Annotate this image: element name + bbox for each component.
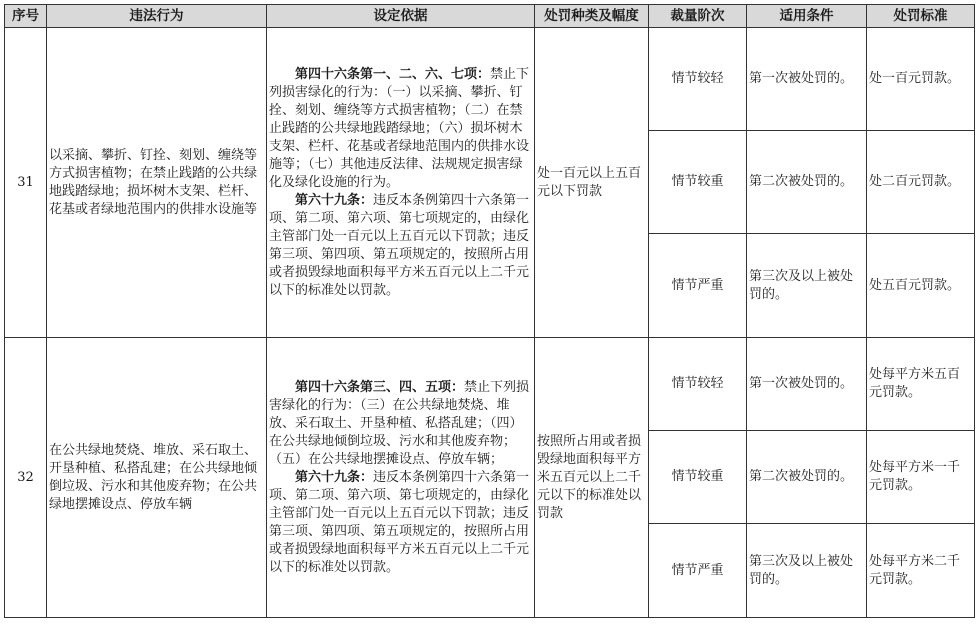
penalty-standard: 处二百元罚款。 xyxy=(867,131,975,234)
penalty-standard: 处每平方米五百元罚款。 xyxy=(867,338,975,431)
penalty-type-cell: 按照所占用或者损毁绿地面积每平方米五百元以上二千元以下的标准处以罚款 xyxy=(535,338,649,618)
applicable-condition: 第三次及以上被处罚的。 xyxy=(747,524,867,618)
header-level: 裁量阶次 xyxy=(649,5,747,28)
basis-article-title: 第四十六条第三、四、五项： xyxy=(295,379,465,395)
applicable-condition: 第二次被处罚的。 xyxy=(747,131,867,234)
row-number: 31 xyxy=(5,28,47,338)
basis-paragraph xyxy=(269,469,532,577)
basis-paragraph xyxy=(269,192,532,300)
penalty-standard: 处每平方米二千元罚款。 xyxy=(867,524,975,618)
discretion-level: 情节较轻 xyxy=(649,338,747,431)
basis-article-text: 禁止下列损害绿化的行为：（一）以采摘、攀折、钉拴、刻划、缠绕等方式损害植物；（二）在禁止践踏的公共绿地践踏绿地；（六）损坏树木支架、栏杆、花基或者绿地范围内的供排水设施等；（七）其他违反法律、法规规定损害绿化及绿化设施的行为。 xyxy=(269,66,530,190)
basis-article-title: 第四十六条第一、二、六、七项： xyxy=(295,66,491,82)
applicable-condition: 第一次被处罚的。 xyxy=(747,28,867,131)
penalty-type-cell: 处一百元以上五百元以下罚款 xyxy=(535,28,649,338)
discretion-level: 情节较重 xyxy=(649,431,747,524)
legal-basis-cell xyxy=(267,338,535,618)
legal-basis-cell xyxy=(267,28,535,338)
penalty-standard: 处每平方米一千元罚款。 xyxy=(867,431,975,524)
basis-article-title: 第六十九条： xyxy=(295,192,374,208)
header-act: 违法行为 xyxy=(47,5,267,28)
discretion-level: 情节较轻 xyxy=(649,28,747,131)
header-std: 处罚标准 xyxy=(867,5,975,28)
applicable-condition: 第三次及以上被处罚的。 xyxy=(747,234,867,338)
applicable-condition: 第一次被处罚的。 xyxy=(747,338,867,431)
header-basis: 设定依据 xyxy=(267,5,535,28)
header-no: 序号 xyxy=(5,5,47,28)
discretion-level: 情节较重 xyxy=(649,131,747,234)
basis-article-text: 违反本条例第四十六条第一项、第二项、第六项、第七项规定的，由绿化主管部门处一百元以上五百元以下罚款；违反第三项、第四项、第五项规定的，按照所占用或者损毁绿地面积每平方米五百元以上二千元以下的标准处以罚款。 xyxy=(269,192,530,298)
row-number: 32 xyxy=(5,338,47,618)
penalty-table xyxy=(4,4,975,618)
applicable-condition: 第二次被处罚的。 xyxy=(747,431,867,524)
header-cond: 适用条件 xyxy=(747,5,867,28)
basis-article-text: 违反本条例第四十六条第一项、第二项、第六项、第七项规定的，由绿化主管部门处一百元以上五百元以下罚款；违反第三项、第四项、第五项规定的，按照所占用或者损毁绿地面积每平方米五百元以上二千元以下的标准处以罚款。 xyxy=(269,469,530,575)
table-row xyxy=(5,28,975,131)
penalty-standard: 处五百元罚款。 xyxy=(867,234,975,338)
violation-cell: 在公共绿地焚烧、堆放、采石取土、开垦种植、私搭乱建；在公共绿地倾倒垃圾、污水和其他废弃物；在公共绿地摆摊设点、停放车辆 xyxy=(47,338,267,618)
discretion-level: 情节严重 xyxy=(649,234,747,338)
header-row xyxy=(5,5,975,28)
table-row xyxy=(5,338,975,431)
basis-paragraph xyxy=(269,66,532,192)
penalty-standard: 处一百元罚款。 xyxy=(867,28,975,131)
basis-article-title: 第六十九条： xyxy=(295,469,374,485)
discretion-level: 情节严重 xyxy=(649,524,747,618)
basis-article-text: 禁止下列损害绿化的行为：（三）在公共绿地焚烧、堆放、采石取土、开垦种植、私搭乱建；（四）在公共绿地倾倒垃圾、污水和其他废弃物；（五）在公共绿地摆摊设点、停放车辆； xyxy=(269,379,530,467)
header-type: 处罚种类及幅度 xyxy=(535,5,649,28)
basis-paragraph xyxy=(269,379,532,469)
violation-cell: 以采摘、攀折、钉拴、刻划、缠绕等方式损害植物；在禁止践踏的公共绿地践踏绿地；损坏树木支架、栏杆、花基或者绿地范围内的供排水设施等 xyxy=(47,28,267,338)
